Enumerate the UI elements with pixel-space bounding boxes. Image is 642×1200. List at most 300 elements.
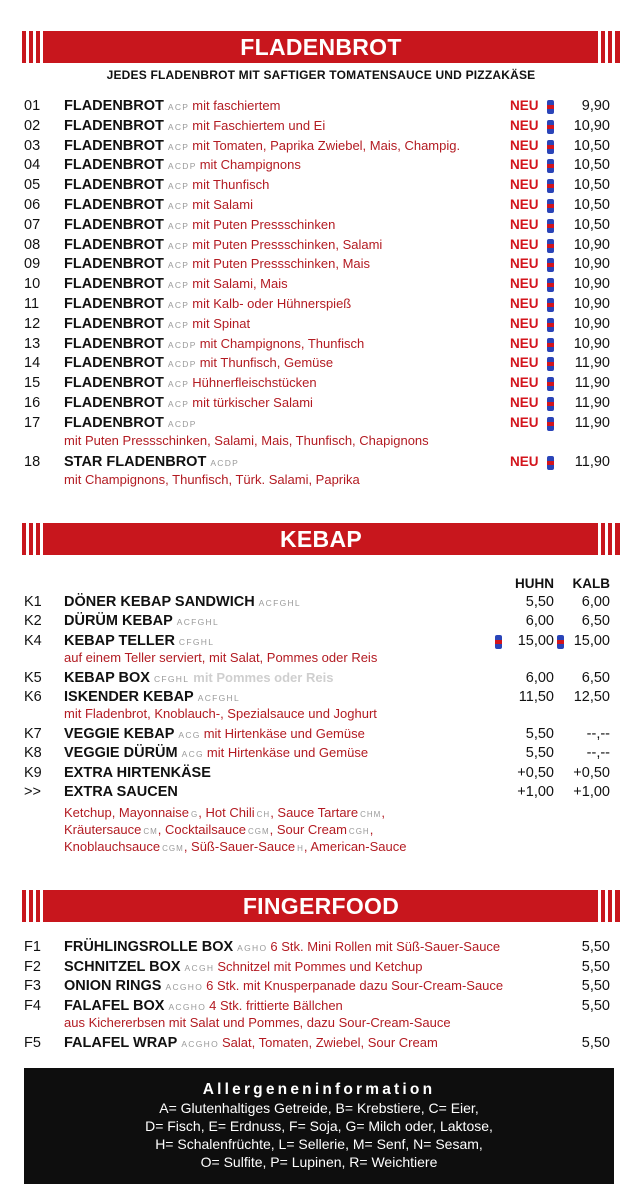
section-title: KEBAP <box>279 526 362 552</box>
item-name-group <box>64 197 253 213</box>
sauce-name: , <box>369 822 374 837</box>
sauce-name: , Cocktailsauce <box>157 822 246 837</box>
item-allergens: CFGHL <box>153 673 190 684</box>
item-number: F4 <box>24 997 41 1014</box>
item-number: 14 <box>24 355 41 372</box>
sauce-allergens: H <box>297 844 304 853</box>
section-banner-fingerfood <box>22 890 620 922</box>
neu-badge: NEU <box>510 98 539 113</box>
menu-item <box>0 689 642 708</box>
menu-item <box>0 670 642 689</box>
menu-item <box>0 157 642 176</box>
item-name-group <box>64 177 269 193</box>
item-number: F5 <box>24 1035 41 1052</box>
item-price: 10,90 <box>573 256 610 273</box>
sauce-line <box>64 839 406 854</box>
item-price-kalb: 6,50 <box>581 669 610 686</box>
item-name: ONION RINGS <box>64 978 162 995</box>
item-description-line2: auf einem Teller serviert, mit Salat, Pommes oder Reis <box>64 649 378 665</box>
menu-item <box>0 998 642 1017</box>
item-price: 10,90 <box>573 315 610 332</box>
item-name: FLADENBROT <box>64 335 164 352</box>
item-description: mit Tomaten, Paprika Zwiebel, Mais, Champig. <box>192 137 461 153</box>
menu-item <box>0 256 642 275</box>
menu-item <box>0 355 642 374</box>
menu-item <box>0 978 642 997</box>
item-description: mit Spinat <box>192 315 251 331</box>
item-price: 11,90 <box>574 453 610 470</box>
item-name-group <box>64 217 335 233</box>
item-description: mit faschiertem <box>192 98 281 113</box>
soda-can-icon <box>547 278 554 292</box>
sauce-allergens: G <box>191 810 199 819</box>
item-description-line2: mit Fladenbrot, Knoblauch-, Spezialsauce und Joghurt <box>64 706 377 722</box>
item-description: mit Puten Pressschinken, Salami <box>192 236 383 252</box>
neu-badge: NEU <box>510 256 539 272</box>
item-price-huhn: 5,50 <box>525 745 554 762</box>
item-name: FALAFEL BOX <box>64 997 165 1014</box>
soda-can-icon <box>547 456 554 470</box>
item-price-kalb: --,-- <box>586 745 610 762</box>
soda-can-icon <box>547 100 554 114</box>
item-number: 04 <box>24 157 41 174</box>
item-name: FLADENBROT <box>64 98 164 114</box>
soda-can-icon <box>547 239 554 253</box>
item-name: ISKENDER KEBAP <box>64 688 194 705</box>
item-number: 13 <box>24 335 41 352</box>
item-name: KEBAP TELLER <box>64 632 175 649</box>
item-name: FLADENBROT <box>64 276 164 293</box>
item-number: F3 <box>24 978 41 995</box>
item-description: mit Salami <box>192 197 253 212</box>
item-name-group <box>64 256 370 272</box>
item-description: mit Pommes oder Reis <box>193 669 334 685</box>
menu-item <box>0 395 642 414</box>
neu-badge: NEU <box>510 453 539 469</box>
item-price-huhn: 5,50 <box>525 725 554 742</box>
item-name: FLADENBROT <box>64 414 164 431</box>
item-name: FRÜHLINGSROLLE BOX <box>64 939 234 955</box>
menu-item <box>0 316 642 335</box>
item-name-group <box>64 118 325 134</box>
item-name-group <box>64 375 317 391</box>
menu-item <box>0 1035 642 1054</box>
item-description: mit Hirtenkäse und Gemüse <box>203 725 365 741</box>
item-allergens: ACP <box>167 201 190 211</box>
item-allergens: ACP <box>167 102 190 112</box>
item-description: Salat, Tomaten, Zwiebel, Sour Cream <box>221 1035 438 1051</box>
item-allergens: ACDP <box>167 339 197 350</box>
item-price: 11,90 <box>574 375 610 392</box>
item-allergens: ACP <box>167 141 190 152</box>
item-allergens: ACDP <box>210 457 240 468</box>
item-allergens: ACP <box>167 220 190 231</box>
soda-can-icon <box>547 159 554 173</box>
item-name-group <box>64 237 382 253</box>
item-name: VEGGIE KEBAP <box>64 725 175 742</box>
item-allergens: ACFGHL <box>176 617 220 628</box>
item-name: FLADENBROT <box>64 197 164 213</box>
allergen-info-line: A= Glutenhaltiges Getreide, B= Krebstiere, C= Eier, <box>159 1100 479 1116</box>
item-description: Hühnerfleischstücken <box>192 375 317 391</box>
sauce-allergens: CHM <box>360 810 382 819</box>
item-name-group <box>64 613 219 629</box>
item-price-huhn: 5,50 <box>525 594 554 610</box>
sauce-name: , <box>381 805 385 820</box>
item-name-group <box>64 336 364 352</box>
item-allergens: ACDP <box>167 161 197 172</box>
item-price: 5,50 <box>581 958 610 975</box>
item-description: mit Faschiertem und Ei <box>192 117 326 133</box>
item-price: 10,90 <box>573 296 610 312</box>
soda-can-icon <box>547 377 554 391</box>
neu-badge: NEU <box>510 236 539 252</box>
menu-item <box>0 276 642 295</box>
item-name-group <box>64 395 313 411</box>
item-price: 10,50 <box>573 137 610 154</box>
item-name: FLADENBROT <box>64 117 164 134</box>
neu-badge: NEU <box>510 276 539 292</box>
item-name: DÜRÜM KEBAP <box>64 613 173 630</box>
item-allergens: ACDP <box>167 418 197 429</box>
item-price: 10,90 <box>573 117 610 134</box>
item-description: 6 Stk. Mini Rollen mit Süß-Sauer-Sauce <box>270 939 501 954</box>
item-number: 07 <box>24 216 41 233</box>
item-price-huhn: +0,50 <box>517 764 554 781</box>
item-name-group <box>64 978 503 994</box>
sauce-allergens: CGM <box>247 827 270 836</box>
menu-item <box>0 296 642 315</box>
item-price: 11,90 <box>574 395 610 411</box>
menu-item <box>0 726 642 745</box>
item-allergens: ACGH <box>184 962 215 973</box>
banner-stripes-icon <box>598 523 616 555</box>
item-allergens: ACP <box>167 280 190 291</box>
sauce-allergens: CM <box>143 827 158 836</box>
item-number: K6 <box>24 688 42 705</box>
item-name-group <box>64 138 460 154</box>
item-number: 05 <box>24 177 41 194</box>
column-header-huhn: HUHN <box>515 576 554 591</box>
item-name-group <box>64 959 423 975</box>
sauce-allergens: CGM <box>162 844 184 853</box>
item-price: 5,50 <box>581 978 610 995</box>
item-allergens: ACP <box>167 240 190 251</box>
allergen-info-heading: Allergeneninformation <box>202 1081 436 1098</box>
neu-badge: NEU <box>510 395 539 410</box>
menu-item <box>0 765 642 784</box>
item-name: FLADENBROT <box>64 395 164 411</box>
soda-can-icon <box>547 417 554 431</box>
item-name-group <box>64 296 351 312</box>
item-allergens: ACP <box>167 260 190 271</box>
item-description-line2: aus Kichererbsen mit Salat und Pommes, dazu Sour-Cream-Sauce <box>64 1015 451 1031</box>
sauce-name: Ketchup, Mayonnaise <box>64 805 190 820</box>
item-price: 5,50 <box>581 1035 610 1052</box>
menu-item <box>0 375 642 394</box>
menu-item <box>0 939 642 958</box>
sauce-line <box>64 822 373 837</box>
menu-item <box>0 633 642 652</box>
item-price: 10,90 <box>573 236 610 253</box>
column-header-kalb: KALB <box>572 576 610 591</box>
item-allergens: ACP <box>167 300 190 310</box>
item-price: 5,50 <box>581 939 610 955</box>
item-name: FALAFEL WRAP <box>64 1035 178 1052</box>
menu-item <box>0 237 642 256</box>
item-allergens: ACGHO <box>165 982 204 993</box>
item-name-group <box>64 765 211 781</box>
allergen-info-line: O= Sulfite, P= Lupinen, R= Weichtiere <box>200 1154 438 1170</box>
soda-can-icon <box>557 635 564 649</box>
item-name-group <box>64 633 214 649</box>
item-description: mit Kalb- oder Hühnerspieß <box>192 296 352 311</box>
item-name: FLADENBROT <box>64 315 164 332</box>
item-description: Schnitzel mit Pommes und Ketchup <box>217 958 423 974</box>
item-price-huhn: 6,00 <box>525 613 554 630</box>
item-price: 11,90 <box>574 355 610 372</box>
item-name-group <box>64 594 301 610</box>
soda-can-icon <box>547 179 554 193</box>
item-allergens: ACGHO <box>168 1001 207 1012</box>
soda-can-icon <box>547 219 554 233</box>
soda-can-icon <box>547 199 554 213</box>
soda-can-icon <box>547 357 554 371</box>
item-allergens: ACP <box>167 121 190 132</box>
item-number: 15 <box>24 375 41 392</box>
item-number: 10 <box>24 276 41 293</box>
item-description-line2: mit Champignons, Thunfisch, Türk. Salami, Paprika <box>64 471 360 487</box>
item-description: mit Champignons <box>199 157 301 173</box>
item-price: 10,90 <box>573 276 610 293</box>
item-name: FLADENBROT <box>64 177 164 194</box>
item-name: STAR FLADENBROT <box>64 453 207 470</box>
item-price-huhn: 11,50 <box>518 688 554 705</box>
item-number: K2 <box>24 613 42 630</box>
item-name-group <box>64 98 280 114</box>
menu-item <box>0 138 642 157</box>
item-description: mit Puten Pressschinken, Mais <box>192 256 371 272</box>
neu-badge: NEU <box>510 216 539 232</box>
item-name: FLADENBROT <box>64 137 164 154</box>
neu-badge: NEU <box>510 375 539 391</box>
item-allergens: AGHO <box>237 943 268 953</box>
menu-item <box>0 118 642 137</box>
item-price-kalb: 12,50 <box>573 688 610 705</box>
item-name: FLADENBROT <box>64 256 164 273</box>
item-name-group <box>64 939 500 955</box>
item-price: 10,90 <box>573 335 610 352</box>
item-price: 5,50 <box>581 997 610 1014</box>
item-description-line2: mit Puten Pressschinken, Salami, Mais, Thunfisch, Chapignons <box>64 432 429 448</box>
section-banner-fladenbrot <box>22 31 620 63</box>
item-number: 03 <box>24 137 41 154</box>
item-number: 16 <box>24 395 41 411</box>
item-number: 17 <box>24 414 41 431</box>
sauce-name: , Sauce Tartare <box>270 805 359 820</box>
soda-can-icon <box>547 140 554 154</box>
item-description: mit Champignons, Thunfisch <box>199 335 365 351</box>
soda-can-icon <box>495 635 502 649</box>
neu-badge: NEU <box>510 414 539 430</box>
menu-item <box>0 784 642 803</box>
item-number: F2 <box>24 958 41 975</box>
menu-item <box>0 98 642 117</box>
neu-badge: NEU <box>510 117 539 133</box>
item-description: mit Salami, Mais <box>192 276 288 292</box>
soda-can-icon <box>547 120 554 134</box>
section-subtitle: JEDES FLADENBROT MIT SAFTIGER TOMATENSAUCE UND PIZZAKÄSE <box>106 68 536 82</box>
soda-can-icon <box>547 298 554 312</box>
item-allergens: ACFGHL <box>258 598 301 608</box>
item-number: 12 <box>24 315 41 332</box>
item-allergens: CFGHL <box>178 636 215 647</box>
menu-item <box>0 454 642 473</box>
item-number: K1 <box>24 594 42 610</box>
sauce-name: , Hot Chili <box>198 805 255 820</box>
menu-item <box>0 177 642 196</box>
menu-item <box>0 613 642 632</box>
item-number: 01 <box>24 98 41 114</box>
menu-item <box>0 959 642 978</box>
soda-can-icon <box>547 258 554 272</box>
item-number: F1 <box>24 939 41 955</box>
item-number: K4 <box>24 632 42 649</box>
item-description: 4 Stk. frittierte Bällchen <box>209 997 343 1013</box>
sauce-name: Knoblauchsauce <box>64 839 161 854</box>
item-number: >> <box>24 783 41 800</box>
item-name-group <box>64 276 288 292</box>
neu-badge: NEU <box>510 197 539 212</box>
item-price-kalb: --,-- <box>586 725 610 742</box>
item-price-kalb: 15,00 <box>573 632 610 649</box>
item-name-group <box>64 1035 438 1051</box>
item-allergens: ACGHO <box>181 1039 219 1050</box>
allergen-info-line: D= Fisch, E= Erdnuss, F= Soja, G= Milch oder, Laktose, <box>145 1118 493 1134</box>
banner-stripes-icon <box>598 31 616 63</box>
sauce-name: , Sour Cream <box>269 822 347 837</box>
item-price-kalb: 6,00 <box>581 594 610 610</box>
item-name: FLADENBROT <box>64 236 164 253</box>
neu-badge: NEU <box>510 355 539 371</box>
item-price: 10,50 <box>573 197 610 213</box>
item-number: K5 <box>24 669 42 686</box>
item-description: mit Thunfisch, Gemüse <box>199 355 334 371</box>
item-number: 09 <box>24 256 41 273</box>
item-name: FLADENBROT <box>64 355 164 372</box>
menu-item <box>0 336 642 355</box>
item-name-group <box>64 745 368 761</box>
item-price: 11,90 <box>574 414 610 431</box>
section-title: FLADENBROT <box>240 34 402 60</box>
neu-badge: NEU <box>510 177 539 193</box>
item-number: 02 <box>24 117 41 134</box>
item-name-group <box>64 157 301 173</box>
item-name-group <box>64 316 250 332</box>
banner-stripes-icon <box>598 890 616 922</box>
item-name-group <box>64 454 239 470</box>
item-name: FLADENBROT <box>64 216 164 233</box>
item-name-group <box>64 689 240 705</box>
item-description: mit türkischer Salami <box>192 395 313 410</box>
item-price: 10,50 <box>573 157 610 174</box>
sauce-line <box>64 805 385 820</box>
section-title: FINGERFOOD <box>242 893 400 919</box>
item-name: EXTRA HIRTENKÄSE <box>64 764 211 781</box>
item-price-huhn: 15,00 <box>517 632 554 649</box>
item-allergens: ACG <box>181 749 204 760</box>
item-price: 9,90 <box>581 98 610 114</box>
sauce-name: , American-Sauce <box>303 839 407 854</box>
item-name-group <box>64 998 343 1014</box>
item-price-kalb: +1,00 <box>573 783 610 800</box>
item-number: K7 <box>24 725 42 742</box>
item-allergens: ACG <box>178 729 201 740</box>
item-description: mit Thunfisch <box>192 177 270 193</box>
item-description: mit Puten Pressschinken <box>192 216 336 232</box>
neu-badge: NEU <box>510 137 539 153</box>
item-allergens: ACP <box>167 379 190 390</box>
soda-can-icon <box>547 397 554 411</box>
soda-can-icon <box>547 338 554 352</box>
item-name: KEBAP BOX <box>64 669 150 686</box>
item-name: EXTRA SAUCEN <box>64 783 178 800</box>
item-allergens: ACP <box>167 319 190 330</box>
sauce-name: Kräutersauce <box>64 822 142 837</box>
item-name-group <box>64 670 333 686</box>
soda-can-icon <box>547 318 554 332</box>
item-name-group <box>64 726 365 742</box>
allergen-info-line: H= Schalenfrüchte, L= Sellerie, M= Senf, N= Sesam, <box>155 1136 483 1152</box>
item-name: SCHNITZEL BOX <box>64 958 181 975</box>
item-price-kalb: +0,50 <box>573 764 610 781</box>
item-name: FLADENBROT <box>64 375 164 392</box>
item-number: 08 <box>24 236 41 253</box>
item-price-kalb: 6,50 <box>581 613 610 630</box>
sauce-allergens: CH <box>256 810 271 819</box>
item-price-huhn: +1,00 <box>517 783 554 800</box>
neu-badge: NEU <box>510 157 539 173</box>
neu-badge: NEU <box>510 315 539 331</box>
neu-badge: NEU <box>510 335 539 351</box>
allergen-info-box <box>24 1068 614 1184</box>
neu-badge: NEU <box>510 296 539 311</box>
item-description: mit Hirtenkäse und Gemüse <box>206 745 369 761</box>
item-name: FLADENBROT <box>64 296 164 312</box>
sauce-name: , Süß-Sauer-Sauce <box>183 839 296 854</box>
item-price: 10,50 <box>573 177 610 194</box>
item-allergens: ACP <box>167 181 190 192</box>
sauce-allergens: CGH <box>348 827 370 836</box>
item-name-group <box>64 355 333 371</box>
item-price: 10,50 <box>573 216 610 233</box>
item-allergens: ACFGHL <box>197 692 240 703</box>
menu-item <box>0 594 642 613</box>
item-name: DÖNER KEBAP SANDWICH <box>64 594 255 610</box>
menu-item <box>0 745 642 764</box>
item-number: 06 <box>24 197 41 213</box>
item-allergens: ACP <box>167 399 190 409</box>
item-number: K9 <box>24 764 42 781</box>
section-banner-kebap <box>22 523 620 555</box>
menu-item <box>0 197 642 216</box>
item-price-huhn: 6,00 <box>525 669 554 686</box>
item-allergens: ACDP <box>167 359 197 370</box>
menu-item <box>0 415 642 434</box>
item-description: 6 Stk. mit Knusperpanade dazu Sour-Cream-Sauce <box>206 978 504 994</box>
item-name: FLADENBROT <box>64 157 164 174</box>
menu-item <box>0 217 642 236</box>
